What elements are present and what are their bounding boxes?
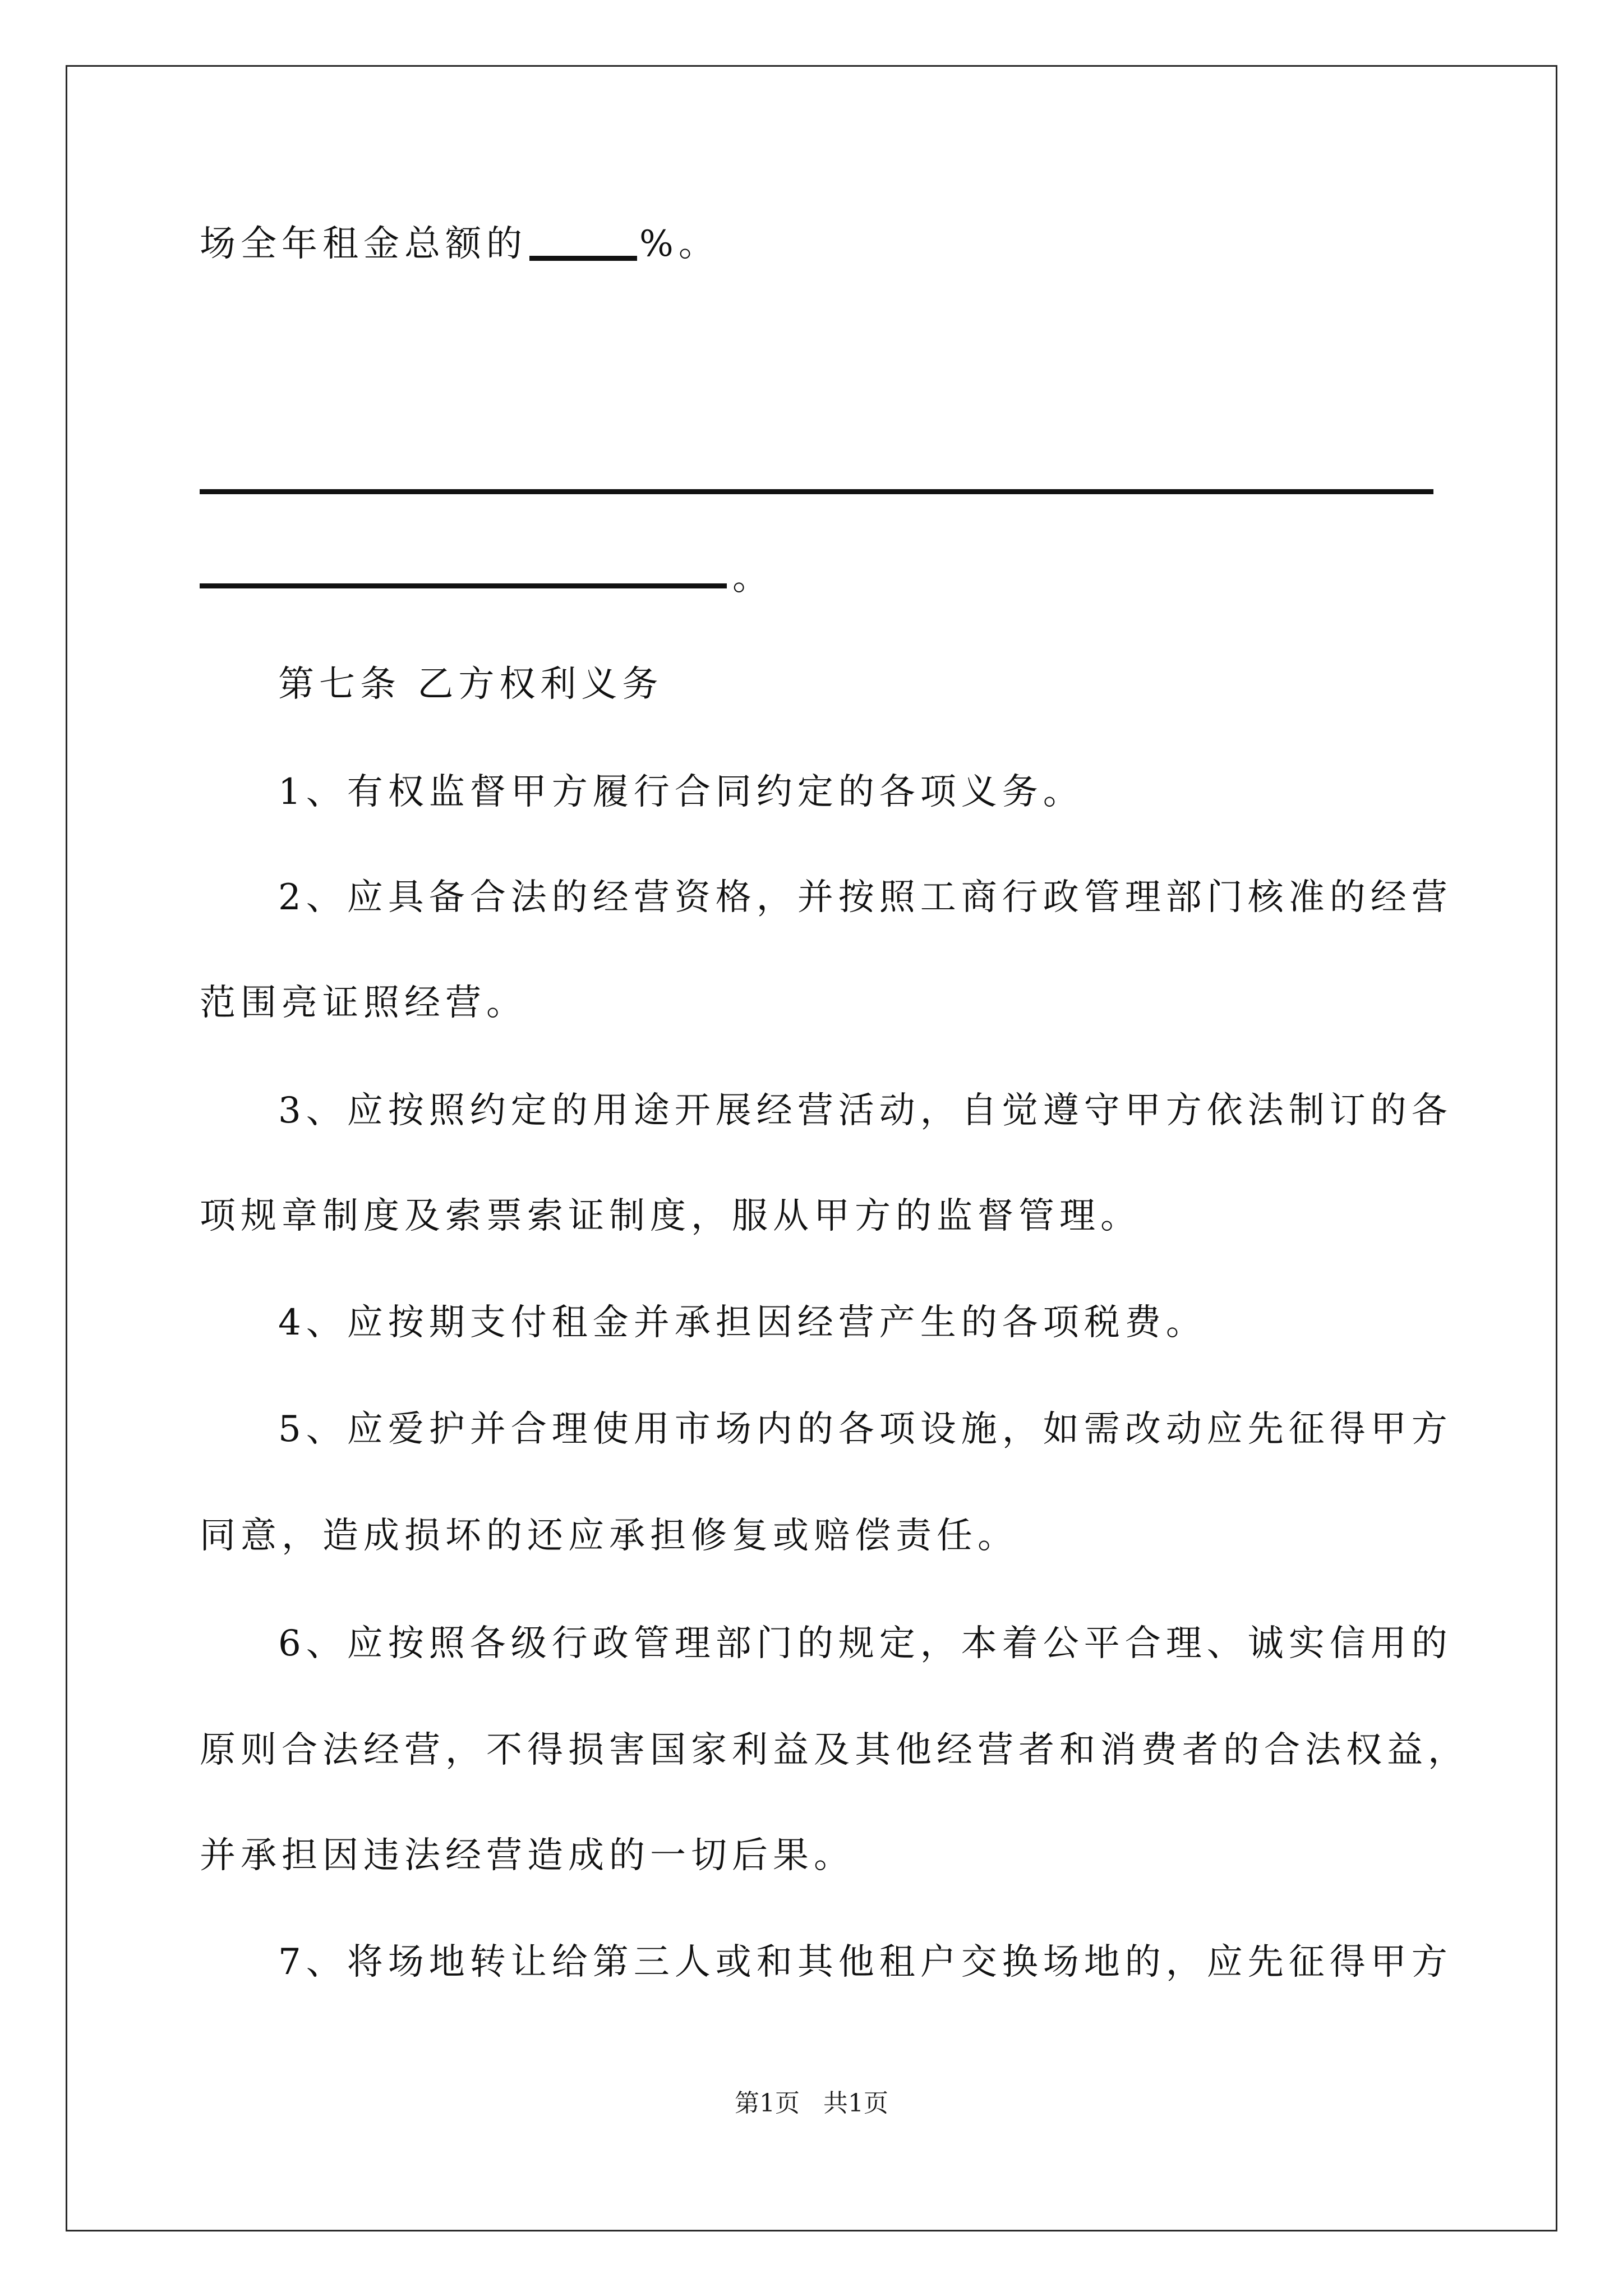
blank-underline-partial (200, 583, 727, 588)
clause-line: 7、将场地转让给第三人或和其他租户交换场地的，应先征得甲方 (278, 1941, 1453, 1983)
clause-line: 并承担因违法经营造成的一切后果。 (200, 1835, 855, 1876)
clause-line: 范围亮证照经营。 (200, 982, 527, 1024)
period-mark: 。 (732, 557, 768, 599)
text-line-rent-percentage (200, 222, 720, 266)
text-segment: 场全年租金总额的 (200, 223, 527, 265)
clause-line: 5、应爱护并合理使用市场内的各项设施，如需改动应先征得甲方 (278, 1409, 1453, 1450)
clause-line: 同意，造成损坏的还应承担修复或赔偿责任。 (200, 1515, 1018, 1557)
clause-line: 4、应按期支付租金并承担因经营产生的各项税费。 (278, 1302, 1207, 1343)
article-heading: 第七条 乙方权利义务 (278, 664, 663, 705)
clause-line: 2、应具备合法的经营资格，并按照工商行政管理部门核准的经营 (278, 877, 1453, 918)
blank-fill-field (527, 222, 639, 266)
page-total: 共1页 (823, 2089, 888, 2118)
text-segment: %。 (639, 223, 720, 265)
clause-line: 3、应按照约定的用途开展经营活动，自觉遵守甲方依法制订的各 (278, 1090, 1453, 1131)
clause-line: 6、应按照各级行政管理部门的规定，本着公平合理、诚实信用的 (278, 1623, 1453, 1664)
clause-line: 项规章制度及索票索证制度，服从甲方的监督管理。 (200, 1195, 1141, 1237)
page-number: 第1页 (735, 2089, 800, 2118)
page-footer (0, 2088, 1623, 2119)
blank-underline-full (200, 489, 1433, 494)
page-border (66, 65, 1557, 2231)
clause-line: 1、有权监督甲方履行合同约定的各项义务。 (278, 771, 1084, 813)
clause-line: 原则合法经营，不得损害国家利益及其他经营者和消费者的合法权益， (200, 1729, 1469, 1771)
